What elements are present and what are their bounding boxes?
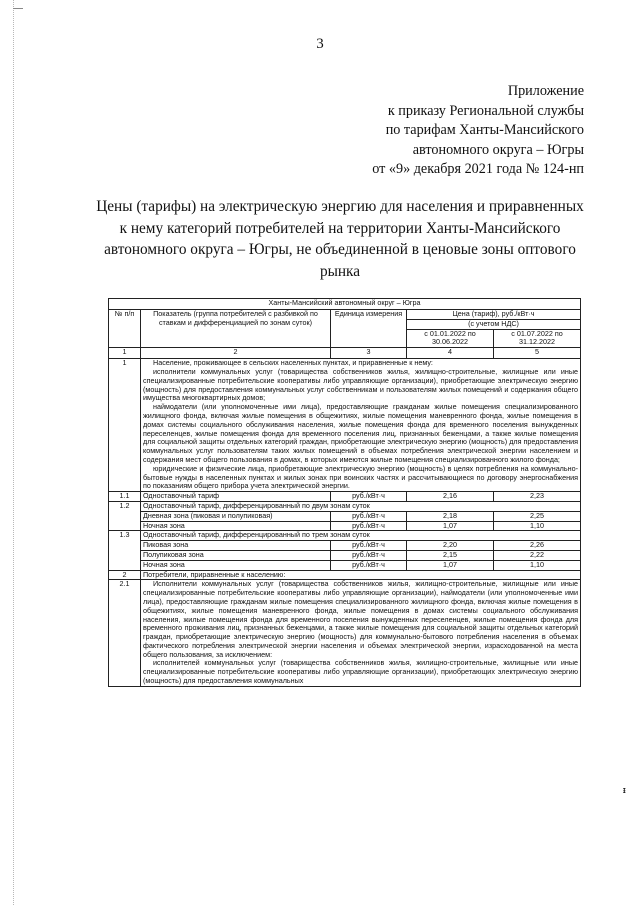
region-header: Ханты-Мансийский автономный округ – Югра bbox=[109, 299, 581, 310]
row-num: 1 bbox=[109, 359, 141, 492]
row-label: Одноставочный тариф, дифференцированный по трем зонам суток bbox=[141, 531, 581, 541]
appendix-line: автономного округа – Югры bbox=[412, 141, 584, 158]
row-label: Потребители, приравненные к населению: bbox=[141, 570, 581, 580]
header-price: Цена (тариф), руб./кВт·ч bbox=[407, 310, 581, 320]
description-paragraph: Население, проживающее в сельских населенных пунктах, и приравненные к нему: bbox=[153, 358, 433, 368]
row-value-1: 2,16 bbox=[407, 492, 494, 502]
description-paragraph: исполнители коммунальных услуг (товарищества собственников жилья, жилищно-строительные, жилищные или иные специализированные потребительские кооперативы либо управляющие организации), приобретающие электрическую энергию (мощность) для предоставления коммунальных услуг собственникам и пользователям жилых помещений и содержания общего имущества многоквартирных домов; bbox=[143, 366, 578, 403]
zone-label: Пиковая зона bbox=[141, 541, 331, 551]
zone-value-2: 2,25 bbox=[494, 511, 581, 521]
row-num: 2.1 bbox=[109, 580, 141, 687]
zone-unit: руб./кВт·ч bbox=[331, 550, 407, 560]
table-region-row bbox=[109, 299, 581, 310]
table-row bbox=[109, 550, 581, 560]
zone-unit: руб./кВт·ч bbox=[331, 541, 407, 551]
table-row bbox=[109, 570, 581, 580]
title-line: к нему категорий потребителей на территории Ханты-Мансийского bbox=[119, 219, 561, 237]
table-row bbox=[109, 511, 581, 521]
description-paragraph: Исполнители коммунальных услуг (товарищества собственников жилья, жилищно-строительные, жилищные или иные специализированные потребительские кооперативы либо управляющие организации), наймодатели (или уполномоченные ими лица), предоставляющие гражданам жилые помещения специализированного жилищного фонда, включая жилые помещения в общежитиях, жилые помещения маневренного фонда, жилые помещения в домах системы социального обслуживания населения, жилые помещения фонда для временного поселения вынужденных переселенцев, жилые помещения фонда для временного проживания лиц, признанных беженцами, а также жилые помещения для социальной защиты отдельных категорий граждан, приобретающие электрическую энергию (мощность) для коммунально-бытового потребления населения в объемах фактического потребления электрической энергии населения и объемах электрической энергии, израсходованной на места общего пользования, за исключением: bbox=[143, 579, 578, 659]
row-num: 1.3 bbox=[109, 531, 141, 570]
header-period-2: с 01.07.2022 по 31.12.2022 bbox=[494, 329, 581, 348]
table-row bbox=[109, 560, 581, 570]
row-description bbox=[141, 580, 581, 687]
zone-value-1: 2,18 bbox=[407, 511, 494, 521]
scan-corner-mark bbox=[13, 8, 23, 9]
row-num: 1.1 bbox=[109, 492, 141, 502]
table-header-row bbox=[109, 310, 581, 320]
column-number: 2 bbox=[141, 348, 331, 359]
zone-label: Ночная зона bbox=[141, 560, 331, 570]
zone-unit: руб./кВт·ч bbox=[331, 560, 407, 570]
column-number: 3 bbox=[331, 348, 407, 359]
header-period-1: с 01.01.2022 по 30.06.2022 bbox=[407, 329, 494, 348]
table-row bbox=[109, 359, 581, 492]
header-num: № п/п bbox=[109, 310, 141, 348]
table-row bbox=[109, 541, 581, 551]
title-line: Цены (тарифы) на электрическую энергию для населения и приравненных bbox=[96, 198, 584, 215]
row-label: Одноставочный тариф, дифференцированный по двум зонам суток bbox=[141, 501, 581, 511]
row-num: 1.2 bbox=[109, 501, 141, 530]
table-row bbox=[109, 492, 581, 502]
title-line: рынка bbox=[319, 262, 361, 280]
zone-label: Ночная зона bbox=[141, 521, 331, 531]
zone-value-2: 1,10 bbox=[494, 560, 581, 570]
zone-value-1: 1,07 bbox=[407, 560, 494, 570]
description-paragraph: юридические и физические лица, приобретающие электрическую энергию (мощность) в целях потребления на коммунально-бытовые нужды в населенных пунктах и жилых зонах при воинских частях и рассчитывающиеся по договору энергоснабжения по показаниям общего прибора учета электрической энергии. bbox=[143, 463, 578, 491]
row-value-2: 2,23 bbox=[494, 492, 581, 502]
appendix-line: к приказу Региональной службы bbox=[387, 102, 584, 119]
header-vat: (с учетом НДС) bbox=[407, 319, 581, 329]
appendix-line: от «9» декабря 2021 года № 124-нп bbox=[372, 161, 584, 177]
column-number: 5 bbox=[494, 348, 581, 359]
description-paragraph: наймодатели (или уполномоченные ими лица), предоставляющие гражданам жилые помещения специализированного жилищного фонда, включая жилые помещения в общежитиях, жилые помещения маневренного фонда, жилые помещения в домах системы социального обслуживания населения, жилые помещения фонда для временного поселения вынужденных переселенцев, жилые помещения фонда для временного поселения лиц, признанных беженцами, а также жилые помещения для социальной защиты отдельных категорий граждан, приобретающие электрическую энергию (мощность) для предоставления коммунальных услуг пользователям таких жилых помещений в объемах потребления электрической энергии населением и содержания мест общего пользования в домах, в которых имеются жилые помещения специализированного жилого фонда; bbox=[143, 402, 578, 464]
document-title bbox=[90, 196, 590, 282]
zone-value-2: 2,26 bbox=[494, 541, 581, 551]
zone-unit: руб./кВт·ч bbox=[331, 511, 407, 521]
zone-label: Дневная зона (пиковая и полупиковая) bbox=[141, 511, 331, 521]
zone-value-2: 2,22 bbox=[494, 550, 581, 560]
table-row bbox=[109, 521, 581, 531]
row-description bbox=[141, 359, 581, 492]
page-number: 3 bbox=[316, 36, 324, 52]
row-unit: руб./кВт·ч bbox=[331, 492, 407, 502]
description-paragraph: исполнителей коммунальных услуг (товарищества собственников жилья, жилищно-строительные, жилищные или иные специализированные потребительские кооперативы либо управляющие организации), приобретающих электрическую энергию (мощность) для предоставления коммунальных bbox=[143, 658, 578, 686]
header-unit: Единица измерения bbox=[331, 310, 407, 348]
zone-unit: руб./кВт·ч bbox=[331, 521, 407, 531]
header-indicator: Показатель (группа потребителей с разбивкой по ставкам и дифференциацией по зонам суток) bbox=[141, 310, 331, 348]
table-row bbox=[109, 580, 581, 687]
zone-value-1: 2,20 bbox=[407, 541, 494, 551]
table-row bbox=[109, 501, 581, 511]
column-number: 4 bbox=[407, 348, 494, 359]
zone-label: Полупиковая зона bbox=[141, 550, 331, 560]
appendix-block bbox=[372, 82, 584, 180]
column-number: 1 bbox=[109, 348, 141, 359]
row-num: 2 bbox=[109, 570, 141, 580]
tariff-table bbox=[108, 298, 581, 687]
row-label: Одноставочный тариф bbox=[141, 492, 331, 502]
column-number-row bbox=[109, 348, 581, 359]
zone-value-2: 1,10 bbox=[494, 521, 581, 531]
appendix-line: по тарифам Ханты-Мансийского bbox=[385, 122, 584, 138]
scan-edge-line bbox=[13, 0, 14, 905]
zone-value-1: 2,15 bbox=[407, 550, 494, 560]
title-line: автономного округа – Югры, не объединенной в ценовые зоны оптового bbox=[104, 241, 576, 258]
zone-value-1: 1,07 bbox=[407, 521, 494, 531]
margin-mark: ᵻ bbox=[622, 786, 626, 796]
table-row bbox=[109, 531, 581, 541]
appendix-line: Приложение bbox=[507, 83, 584, 99]
